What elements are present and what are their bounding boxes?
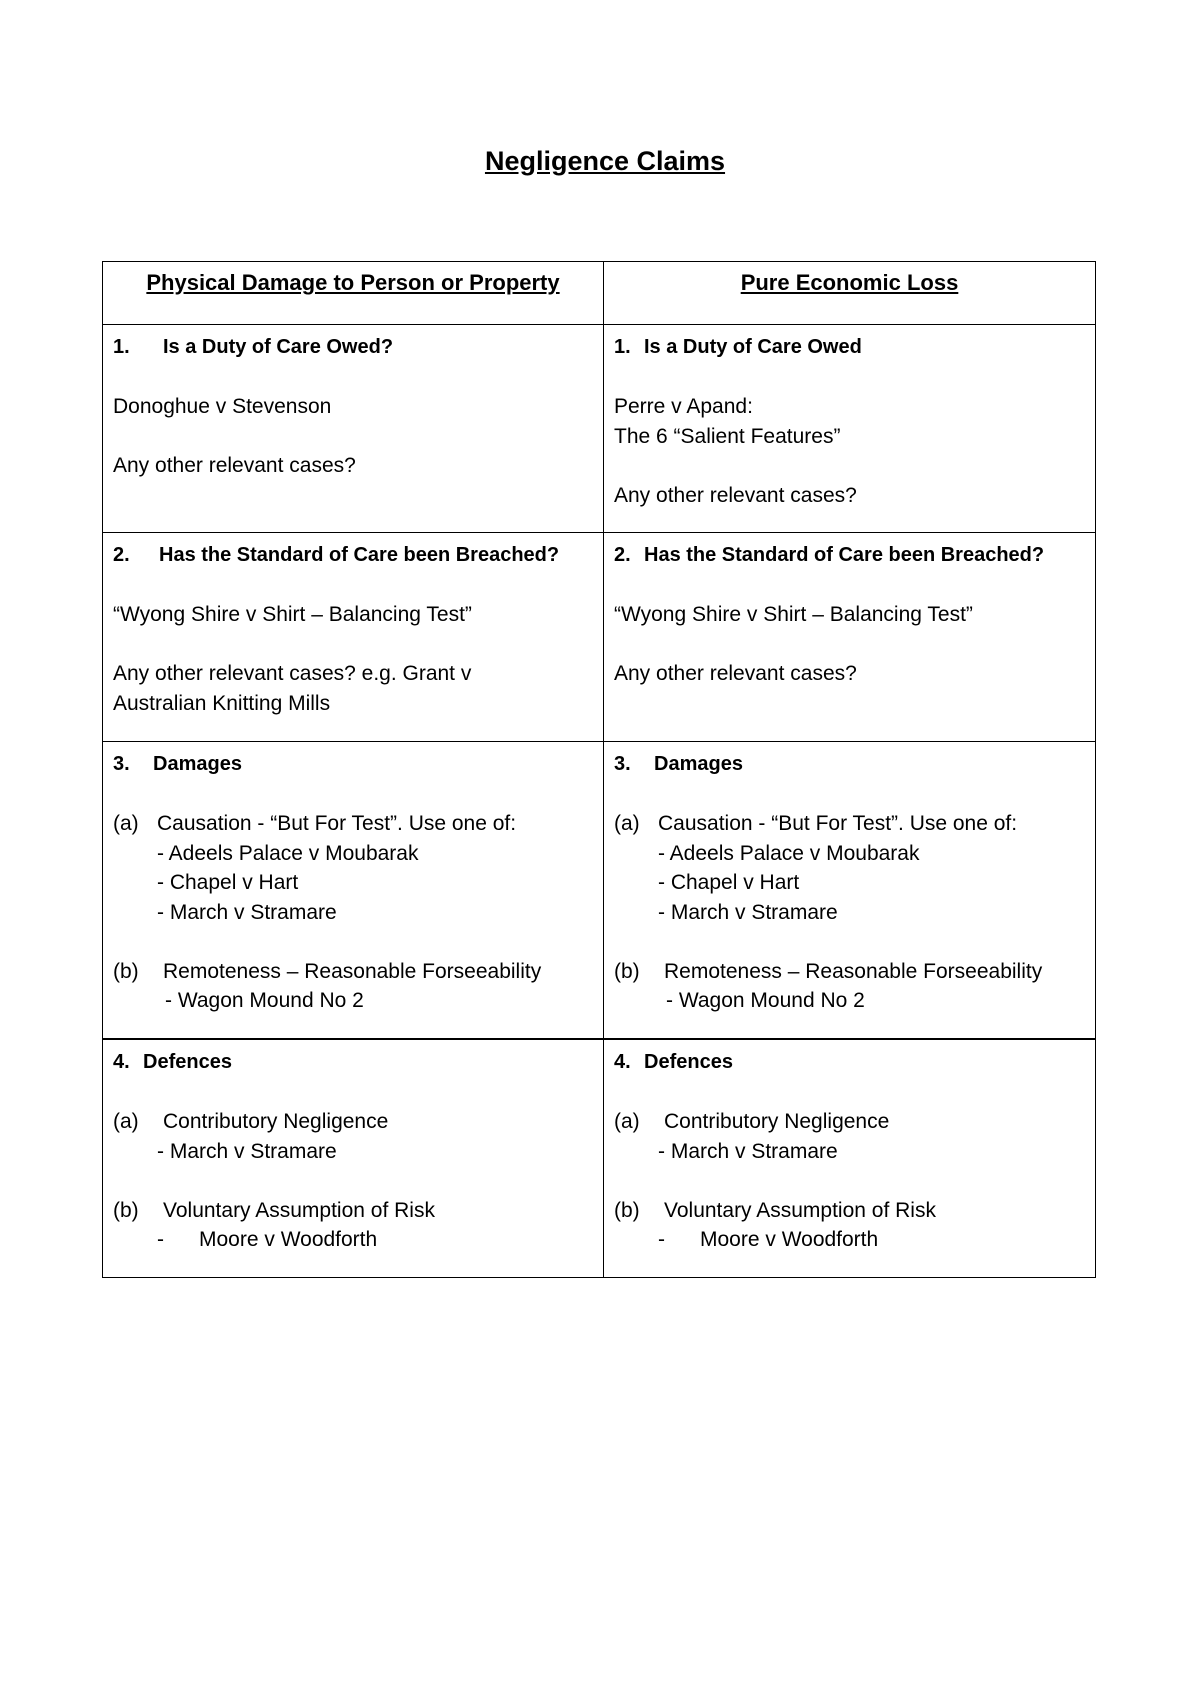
section-title: Has the Standard of Care been Breached? bbox=[159, 544, 560, 566]
subpoint-contributory-negligence bbox=[113, 1107, 593, 1137]
section-heading bbox=[113, 333, 593, 363]
subpoint-text: Remoteness – Reasonable Forseeability bbox=[664, 959, 1043, 983]
subpoint-text: Contributory Negligence bbox=[664, 1110, 890, 1133]
cell-breach-economic bbox=[604, 533, 1096, 742]
other-cases-prompt: Any other relevant cases? bbox=[614, 483, 857, 507]
case-item bbox=[614, 1225, 1085, 1255]
subpoint-text: Causation - “But For Test”. Use one of: bbox=[157, 812, 517, 835]
subpoint-text: Causation - “But For Test”. Use one of: bbox=[658, 812, 1018, 835]
section-title: Damages bbox=[153, 753, 242, 775]
section-number: 3. bbox=[614, 753, 631, 775]
section-title: Defences bbox=[143, 1051, 232, 1073]
case-item: - March v Stramare bbox=[157, 1139, 337, 1163]
case-name: Moore v Woodforth bbox=[199, 1228, 378, 1251]
section-number: 4. bbox=[113, 1051, 130, 1073]
subpoint-label: (a) bbox=[614, 1110, 640, 1133]
subpoint-causation bbox=[113, 809, 593, 839]
section-heading bbox=[614, 541, 1085, 571]
section-heading bbox=[614, 1048, 1085, 1078]
subpoint-label: (b) bbox=[614, 1198, 640, 1222]
case-reference: “Wyong Shire v Shirt – Balancing Test” bbox=[113, 603, 472, 626]
cell-duty-physical bbox=[103, 325, 604, 533]
table-row-damages bbox=[103, 742, 1096, 1040]
cell-damages-physical bbox=[103, 742, 604, 1040]
case-item: - Chapel v Hart bbox=[658, 871, 800, 894]
subpoint-label: (b) bbox=[113, 959, 139, 983]
section-heading bbox=[614, 333, 1085, 363]
section-heading bbox=[113, 750, 593, 780]
table-row-breach bbox=[103, 533, 1096, 742]
case-item: - March v Stramare bbox=[658, 900, 838, 924]
subpoint-text: Voluntary Assumption of Risk bbox=[163, 1198, 435, 1222]
subpoint-voluntary-assumption bbox=[113, 1196, 593, 1226]
subpoint-contributory-negligence bbox=[614, 1107, 1085, 1137]
section-number: 3. bbox=[113, 753, 130, 775]
section-title: Is a Duty of Care Owed? bbox=[163, 336, 394, 358]
case-item: - Adeels Palace v Moubarak bbox=[658, 841, 920, 865]
section-title: Is a Duty of Care Owed bbox=[644, 336, 862, 358]
cell-breach-physical bbox=[103, 533, 604, 742]
subpoint-label: (a) bbox=[113, 812, 139, 835]
table-row-duty bbox=[103, 325, 1096, 533]
subpoint-label: (b) bbox=[614, 959, 640, 983]
section-number: 1. bbox=[113, 336, 130, 358]
section-number: 2. bbox=[113, 544, 130, 566]
section-number: 2. bbox=[614, 544, 631, 566]
subpoint-text: Contributory Negligence bbox=[163, 1110, 389, 1133]
case-item: - Adeels Palace v Moubarak bbox=[157, 841, 419, 865]
column-header-physical-damage: Physical Damage to Person or Property bbox=[103, 262, 604, 325]
case-reference: Perre v Apand: bbox=[614, 395, 753, 418]
case-reference: Donoghue v Stevenson bbox=[113, 395, 332, 418]
case-item: - Wagon Mound No 2 bbox=[666, 989, 865, 1012]
section-heading bbox=[614, 750, 1085, 780]
cell-damages-economic bbox=[604, 742, 1096, 1040]
document-title: Negligence Claims bbox=[484, 146, 726, 176]
section-number: 1. bbox=[614, 336, 631, 358]
subpoint-remoteness bbox=[614, 957, 1085, 987]
dash-marker: - bbox=[157, 1228, 164, 1251]
subpoint-label: (a) bbox=[614, 812, 640, 835]
subpoint-label: (b) bbox=[113, 1198, 139, 1222]
subpoint-causation bbox=[614, 809, 1085, 839]
case-name: Moore v Woodforth bbox=[700, 1228, 879, 1251]
dash-marker: - bbox=[658, 1228, 665, 1251]
table-row-defences bbox=[103, 1039, 1096, 1278]
subpoint-remoteness bbox=[113, 957, 593, 987]
subpoint-voluntary-assumption bbox=[614, 1196, 1085, 1226]
subpoint-label: (a) bbox=[113, 1110, 139, 1133]
section-number: 4. bbox=[614, 1051, 631, 1073]
section-heading bbox=[113, 541, 593, 571]
case-item: - March v Stramare bbox=[157, 900, 337, 924]
section-title: Damages bbox=[654, 753, 743, 775]
case-item: - March v Stramare bbox=[658, 1139, 838, 1163]
subpoint-text: Voluntary Assumption of Risk bbox=[664, 1198, 936, 1222]
cell-defences-physical bbox=[103, 1039, 604, 1278]
other-cases-prompt: Any other relevant cases? bbox=[614, 662, 857, 685]
case-reference-detail: The 6 “Salient Features” bbox=[614, 424, 841, 448]
negligence-table bbox=[102, 261, 1096, 1278]
case-item: - Chapel v Hart bbox=[157, 871, 299, 894]
case-item bbox=[113, 1225, 593, 1255]
other-cases-prompt: Any other relevant cases? bbox=[113, 454, 356, 477]
section-title: Defences bbox=[644, 1051, 733, 1073]
section-heading bbox=[113, 1048, 593, 1078]
other-cases-prompt: Any other relevant cases? e.g. Grant v bbox=[113, 662, 472, 685]
subpoint-text: Remoteness – Reasonable Forseeability bbox=[163, 959, 542, 983]
case-item: - Wagon Mound No 2 bbox=[165, 989, 364, 1012]
other-cases-example: Australian Knitting Mills bbox=[113, 691, 331, 715]
cell-defences-economic bbox=[604, 1039, 1096, 1278]
cell-duty-economic bbox=[604, 325, 1096, 533]
table-header-row bbox=[103, 262, 1096, 325]
column-header-pure-economic-loss: Pure Economic Loss bbox=[604, 262, 1096, 325]
section-title: Has the Standard of Care been Breached? bbox=[644, 544, 1045, 566]
case-reference: “Wyong Shire v Shirt – Balancing Test” bbox=[614, 603, 973, 626]
